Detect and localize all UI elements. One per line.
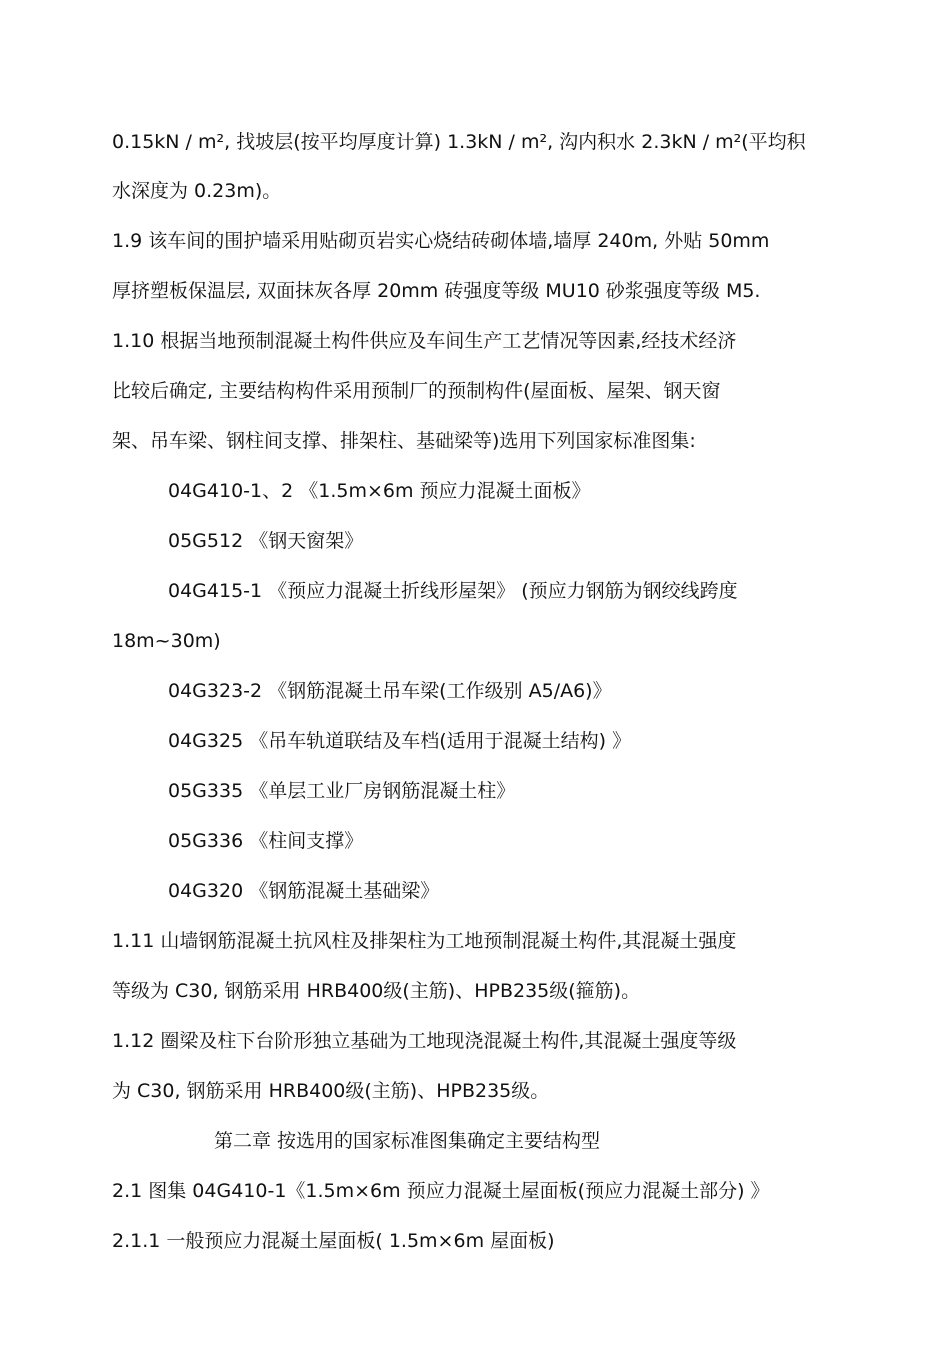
text-line: 架、吊车梁、钢柱间支撑、排架柱、基础梁等)选用下列国家标准图集: — [112, 430, 696, 452]
text-line: 为 C30, 钢筋采用 HRB400级(主筋)、HPB235级。 — [112, 1080, 550, 1102]
chapter-heading: 第二章 按选用的国家标准图集确定主要结构型 — [214, 1130, 601, 1152]
text-line: 04G410-1、2 《1.5m×6m 预应力混凝土面板》 — [168, 480, 591, 502]
text-line: 1.9 该车间的围护墙采用贴砌页岩实心烧结砖砌体墙,墙厚 240m, 外贴 50mm — [112, 230, 770, 252]
text-line: 1.11 山墙钢筋混凝土抗风柱及排架柱为工地预制混凝土构件,其混凝土强度 — [112, 930, 737, 952]
section-heading: 2.1 图集 04G410-1《1.5m×6m 预应力混凝土屋面板(预应力混凝土部分) 》 — [112, 1180, 770, 1202]
text-line: 18m~30m) — [112, 630, 221, 652]
text-line: 1.10 根据当地预制混凝土构件供应及车间生产工艺情况等因素,经技术经济 — [112, 330, 737, 352]
text-line: 05G335 《单层工业厂房钢筋混凝土柱》 — [168, 780, 516, 802]
text-line: 比较后确定, 主要结构构件采用预制厂的预制构件(屋面板、屋架、钢天窗 — [112, 380, 721, 402]
text-line: 05G336 《柱间支撑》 — [168, 830, 364, 852]
text-line: 04G415-1 《预应力混凝土折线形屋架》 (预应力钢筋为钢绞线跨度 — [168, 580, 738, 602]
text-line: 水深度为 0.23m)。 — [112, 180, 282, 202]
text-line: 04G325 《吊车轨道联结及车档(适用于混凝土结构) 》 — [168, 730, 632, 752]
text-line: 05G512 《钢天窗架》 — [168, 530, 364, 552]
text-line: 04G323-2 《钢筋混凝土吊车梁(工作级别 A5/A6)》 — [168, 680, 612, 702]
subsection-heading: 2.1.1 一般预应力混凝土屋面板( 1.5m×6m 屋面板) — [112, 1230, 555, 1252]
text-line: 04G320 《钢筋混凝土基础梁》 — [168, 880, 440, 902]
text-line: 0.15kN / m², 找坡层(按平均厚度计算) 1.3kN / m², 沟内积水 2.3kN / m²(平均积 — [112, 131, 806, 153]
text-line: 1.12 圈梁及柱下台阶形独立基础为工地现浇混凝土构件,其混凝土强度等级 — [112, 1030, 737, 1052]
text-line: 等级为 C30, 钢筋采用 HRB400级(主筋)、HPB235级(箍筋)。 — [112, 980, 641, 1002]
text-line: 厚挤塑板保温层, 双面抹灰各厚 20mm 砖强度等级 MU10 砂浆强度等级 M5. — [112, 280, 761, 302]
